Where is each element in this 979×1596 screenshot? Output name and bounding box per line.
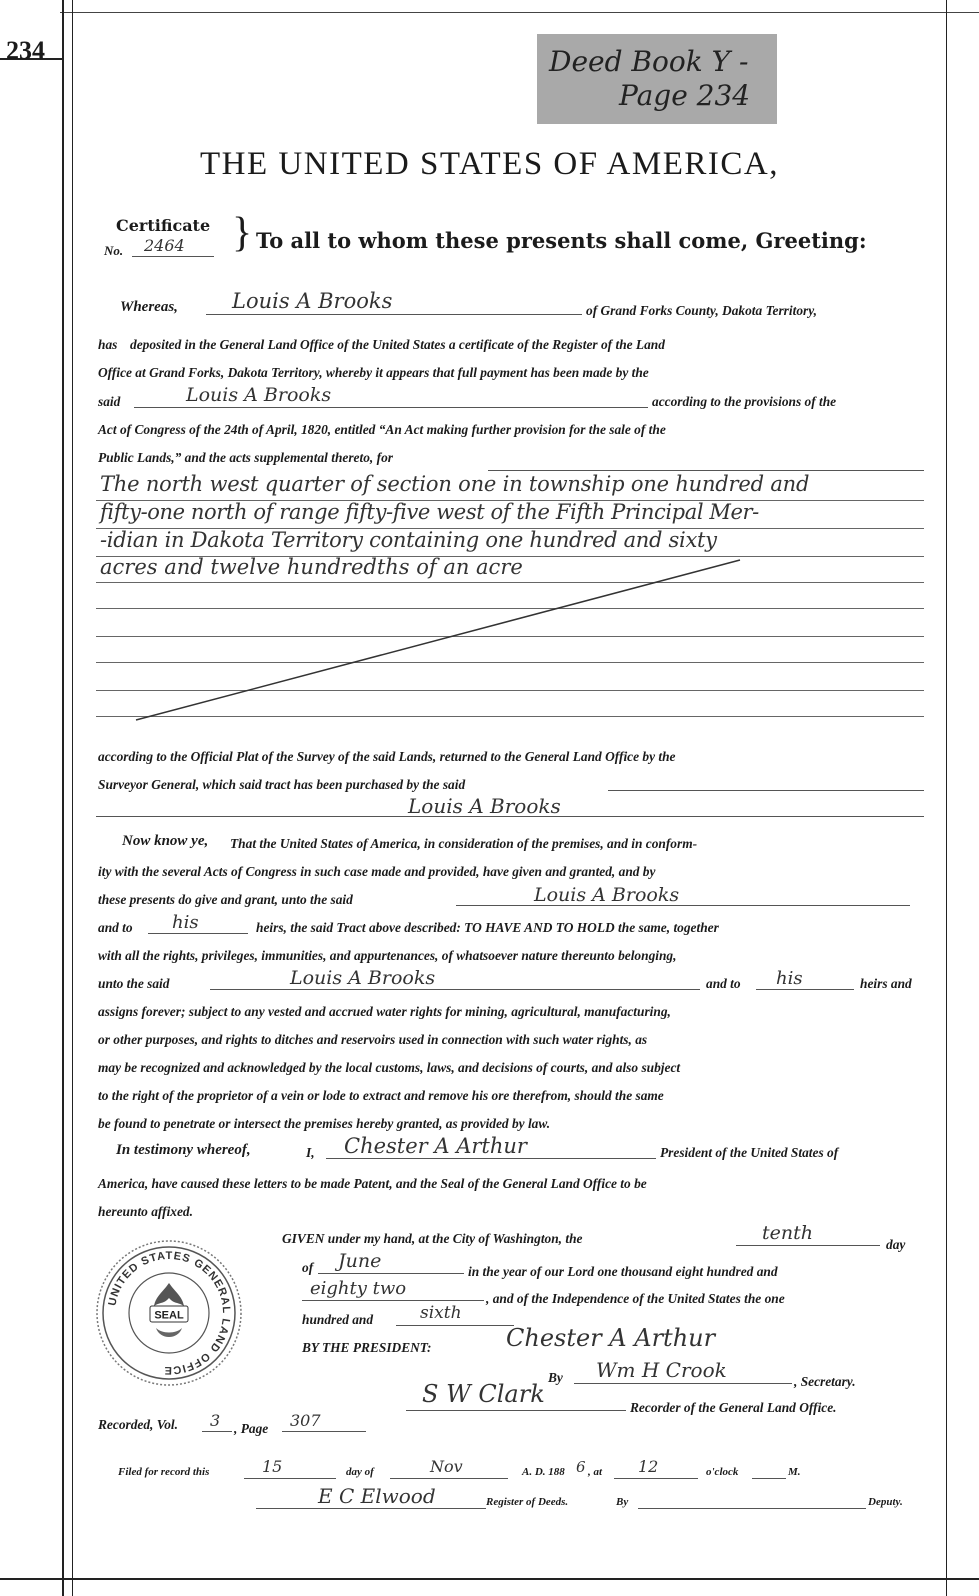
deputy-line xyxy=(638,1508,866,1509)
testimony-line-2: America, have caused these letters to be made Patent, and the Seal of the General Land Office to be xyxy=(98,1176,647,1191)
filed-lead: Filed for record this xyxy=(118,1466,210,1478)
filed-year-digit: 6 xyxy=(576,1458,586,1476)
greeting: To all to whom these presents shall come, Greeting: xyxy=(256,228,867,253)
register-by: By xyxy=(616,1496,629,1508)
nowknow-line-9: may be recognized and acknowledged by the local customs, laws, and decisions of courts, and also subject xyxy=(98,1060,681,1075)
given-line-2-tail: in the year of our Lord one thousand eight hundred and xyxy=(468,1264,778,1279)
secretary-signature: Wm H Crook xyxy=(596,1358,727,1382)
nowknow-line-11: be found to penetrate or intersect the premises hereby granted, as provided by law. xyxy=(98,1116,551,1131)
nowknow-line-6-tail: heirs and xyxy=(860,976,912,991)
survey-line-2: Surveyor General, which said tract has been purchased by the said xyxy=(98,777,466,792)
nowknow-lead: Now know ye, xyxy=(122,833,209,849)
grantee-name-2: Louis A Brooks xyxy=(186,384,332,406)
filed-hour-line xyxy=(614,1478,698,1479)
grantee-name-1: Louis A Brooks xyxy=(232,289,393,313)
pronoun-1: his xyxy=(172,912,199,933)
recorded-page-label: , Page xyxy=(234,1421,269,1436)
recorded-vol-line xyxy=(202,1431,232,1432)
register-line xyxy=(256,1508,486,1509)
seal-center-text: SEAL xyxy=(154,1309,184,1322)
filed-m: M. xyxy=(788,1466,801,1478)
year-value: eighty two xyxy=(310,1278,407,1299)
month-value: June xyxy=(338,1250,382,1272)
filed-at: , at xyxy=(588,1466,603,1478)
given-line-2-lead: of xyxy=(302,1260,314,1275)
given-line-1-tail: day xyxy=(886,1237,906,1252)
testimony-lead: In testimony whereof, xyxy=(116,1142,251,1158)
filed-hour: 12 xyxy=(638,1457,659,1476)
secretary-title: , Secretary. xyxy=(794,1374,856,1389)
document-title: THE UNITED STATES OF AMERICA, xyxy=(200,146,779,182)
certificate-label: Certificate xyxy=(116,216,211,235)
grantee-name-3: Louis A Brooks xyxy=(534,884,680,906)
nowknow-line-8: or other purposes, and rights to ditches and reservoirs used in connection with such water rights, as xyxy=(98,1032,648,1047)
day-line xyxy=(736,1245,880,1246)
pronoun-line-1 xyxy=(148,933,248,934)
whereas-line-1-tail: of Grand Forks County, Dakota Territory, xyxy=(586,303,818,318)
certificate-no-label: No. xyxy=(104,243,124,258)
nowknow-line-7: assigns forever; subject to any vested and accrued water rights for mining, agricultural, manufacturing, xyxy=(98,1004,671,1019)
grantee-line-4 xyxy=(210,989,700,990)
whereas-line-5: Act of Congress of the 24th of April, 1820, entitled “An Act making further provision for the sale of the xyxy=(98,422,666,437)
land-description-line-4: acres and twelve hundredths of an acre xyxy=(100,555,523,579)
recorder-line xyxy=(406,1410,626,1411)
given-line-1-lead: GIVEN under my hand, at the City of Washington, the xyxy=(282,1231,583,1246)
testimony-line-3: hereunto affixed. xyxy=(98,1204,193,1219)
survey-line-1: according to the Official Plat of the Survey of the said Lands, returned to the General Land Office by the xyxy=(98,749,676,764)
page-number: 234 xyxy=(6,36,45,65)
deputy-label: Deputy. xyxy=(868,1496,903,1508)
secretary-line xyxy=(574,1383,792,1384)
day-value: tenth xyxy=(762,1222,813,1244)
recorder-title: Recorder of the General Land Office. xyxy=(630,1400,837,1415)
filed-day: 15 xyxy=(262,1457,283,1476)
testimony-i: I, xyxy=(306,1145,315,1160)
seal-ring-text: UNITED STATES GENERAL LAND OFFICE xyxy=(106,1249,233,1377)
recorded-page: 307 xyxy=(290,1411,321,1430)
nowknow-line-5: with all the rights, privileges, immunities, and appurtenances, of whatsoever nature thereunto belonging, xyxy=(98,948,677,963)
stamp-line-2: Page 234 xyxy=(619,79,751,112)
whereas-line-3: Office at Grand Forks, Dakota Territory, whereby it appears that full payment has been made by the xyxy=(98,365,649,380)
filed-month-line xyxy=(390,1478,508,1479)
filed-m-line xyxy=(752,1478,786,1479)
survey-name: Louis A Brooks xyxy=(408,794,561,818)
whereas-said: said xyxy=(98,394,121,409)
whereas-lead: Whereas, xyxy=(120,299,178,315)
president-signature-2: Chester A Arthur xyxy=(506,1324,716,1352)
recorder-signature: S W Clark xyxy=(422,1380,545,1408)
pronoun-line-2 xyxy=(756,989,854,990)
certificate-number: 2464 xyxy=(144,236,185,255)
independence-line xyxy=(396,1325,514,1326)
month-line xyxy=(318,1273,464,1274)
president-signature-1: Chester A Arthur xyxy=(344,1134,527,1158)
nowknow-line-10: to the right of the proprietor of a vein or lode to extract and remove his ore therefrom, should the same xyxy=(98,1088,664,1103)
filed-day-line xyxy=(244,1478,336,1479)
pronoun-2: his xyxy=(776,968,803,989)
whereas-line-4-tail: according to the provisions of the xyxy=(652,394,837,409)
filed-ad: A. D. 188 xyxy=(522,1466,565,1478)
nowknow-line-4-tail: heirs, the said Tract above described: TO HAVE AND TO HOLD the same, together xyxy=(256,920,719,935)
filed-oclock: o'clock xyxy=(706,1466,739,1478)
testimony-line-1-tail: President of the United States of xyxy=(660,1145,839,1160)
by-the-president-label: BY THE PRESIDENT: xyxy=(302,1340,432,1355)
general-land-office-seal xyxy=(94,1238,244,1388)
register-title: Register of Deeds. xyxy=(486,1496,569,1508)
land-description-line-2: fifty-one north of range fifty-five west of the Fifth Principal Mer- xyxy=(100,500,759,524)
grantee-line-3 xyxy=(456,905,910,906)
secretary-by: By xyxy=(548,1370,563,1385)
land-description-line-3: -idian in Dakota Territory containing one hundred and sixty xyxy=(100,528,717,552)
whereas-line-6: Public Lands,” and the acts supplemental thereto, for xyxy=(98,450,393,465)
recorded-vol: 3 xyxy=(210,1411,221,1430)
nowknow-line-6-lead: unto the said xyxy=(98,976,170,991)
brace: } xyxy=(232,210,253,256)
land-description-line-1: The north west quarter of section one in township one hundred and xyxy=(100,472,810,496)
independence-value: sixth xyxy=(420,1303,462,1323)
survey-fill-line xyxy=(608,790,924,791)
given-line-3-tail: , and of the Independence of the United States the one xyxy=(486,1291,785,1306)
nowknow-line-6-mid: and to xyxy=(706,976,741,991)
grantee-name-4: Louis A Brooks xyxy=(290,967,436,989)
nowknow-line-2: ity with the several Acts of Congress in such case made and provided, have given and granted, and by xyxy=(98,864,656,879)
filed-day-of: day of xyxy=(346,1466,374,1478)
diagonal-cancel-stroke xyxy=(136,560,740,720)
president-line xyxy=(326,1158,656,1159)
nowknow-line-1: That the United States of America, in consideration of the premises, and in conform- xyxy=(230,836,698,851)
nowknow-line-3-lead: these presents do give and grant, unto the said xyxy=(98,892,353,907)
nowknow-line-4-lead: and to xyxy=(98,920,133,935)
given-line-4-lead: hundred and xyxy=(302,1312,374,1327)
recorded-label: Recorded, Vol. xyxy=(98,1417,178,1432)
recorded-page-line xyxy=(282,1431,366,1432)
stamp-line-1: Deed Book Y - xyxy=(549,45,749,78)
year-line xyxy=(302,1300,484,1301)
whereas-has: has xyxy=(98,337,118,352)
whereas-line-2: deposited in the General Land Office of the United States a certificate of the Register of the Land xyxy=(130,337,665,352)
filed-month: Nov xyxy=(430,1457,463,1476)
register-signature: E C Elwood xyxy=(318,1484,436,1508)
